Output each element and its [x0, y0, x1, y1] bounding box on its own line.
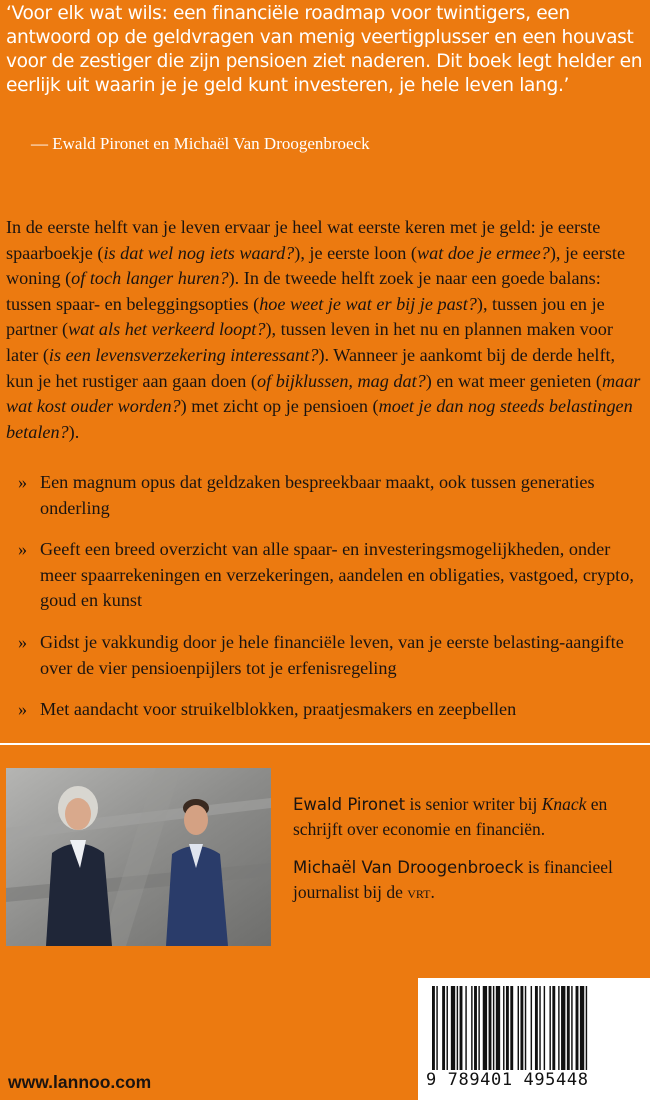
barcode-bar: [558, 986, 559, 1070]
barcode-bar: [471, 986, 472, 1070]
list-item: [0, 697, 650, 723]
list-item-text: Met aandacht voor struikelblokken, praatjesmakers en zeepbellen: [40, 699, 517, 720]
list-item: [0, 630, 650, 681]
author-name: Michaël Van Droogenbroeck: [293, 858, 524, 877]
barcode-bar: [520, 986, 523, 1070]
barcode-bar: [503, 986, 504, 1070]
publisher-website: www.lannoo.com: [8, 1072, 152, 1092]
barcode-bar: [493, 986, 494, 1070]
barcode-bar: [432, 986, 435, 1070]
barcode-bar: [510, 986, 513, 1070]
barcode-bar: [561, 986, 565, 1070]
pull-quote: ‘Voor elk wat wils: een financiële roadmap voor twintigers, een antwoord op de geldvragen van menig veertigplusser en een houvast voor de zestiger die zijn pensioen ziet naderen. Dit boek legt helder en eerlijk uit waarin je je geld kunt investeren, je hele leven lang.’: [6, 3, 643, 96]
barcode-bar: [525, 986, 526, 1070]
barcode-bar: [465, 986, 466, 1070]
barcode-bar: [518, 986, 519, 1070]
selling-points-list: [0, 470, 650, 739]
barcode-bar: [535, 986, 538, 1070]
bullet-marker: »: [18, 631, 28, 652]
barcode-bar: [451, 986, 455, 1070]
list-item: [0, 537, 650, 614]
isbn-number: 9 789401 495448: [426, 1070, 589, 1090]
barcode-bar: [436, 986, 437, 1070]
bullet-marker: »: [18, 699, 28, 720]
authors-photo: [6, 768, 271, 946]
barcode-bar: [442, 986, 445, 1070]
list-item-text: Gidst je vakkundig door je hele financiële leven, van je eerste belasting-aangifte over de vier pensioenpijlers tot je erfenisregeling: [40, 631, 624, 678]
barcode-bar: [496, 986, 500, 1070]
list-item-text: Geeft een breed overzicht van alle spaar- en investeringsmogelijkheden, onder meer spaarrekeningen en verzekeringen, aandelen en obligaties, vastgoed, crypto, goud en kunst: [40, 539, 634, 611]
barcode-bar: [447, 986, 448, 1070]
author-bio: Ewald Pironet is senior writer bij Knack en schrijft over economie en financiën.: [293, 794, 608, 839]
list-item-text: Een magnum opus dat geldzaken bespreekbaar maakt, ook tussen generaties onderling: [40, 472, 595, 518]
barcode-bar: [567, 986, 570, 1070]
barcode-bar: [576, 986, 579, 1070]
quote-attribution: — Ewald Pironet en Michaël Van Droogenbroeck: [31, 134, 370, 153]
author-name: Ewald Pironet: [293, 795, 406, 814]
author-bio: Michaël Van Droogenbroeck is financieel journalist bij de vrt.: [293, 857, 613, 902]
barcode-bar: [552, 986, 555, 1070]
barcode-bars: [432, 986, 638, 1070]
bullet-marker: »: [18, 472, 28, 492]
barcode-bar: [586, 986, 587, 1070]
barcode-bar: [483, 986, 487, 1070]
section-divider: [0, 743, 650, 745]
author-bios: [293, 792, 643, 918]
bullet-marker: »: [18, 539, 28, 560]
barcode-bar: [571, 986, 572, 1070]
barcode-bar: [457, 986, 458, 1070]
blurb-paragraph: In de eerste helft van je leven ervaar je heel wat eerste keren met je geld: je eerste spaarboekje (is dat wel nog iets waard?), je eerste loon (wat doe je ermee?), je eerste woning (of toch langer huren?). In de tweede helft zoek je naar een goede balans: tussen spaar- en beleggingsopties (hoe weet je wat er bij je past?), tussen jou en je partner (wat als het verkeerd loopt?), tussen leven in het nu en plannen maken voor later (is een levensverzekering interessant?). Wanneer je aankomt bij de derde helft, kun je het rustiger aan gaan doen (of bijklussen, mag dat?) en wat meer genieten (maar wat kost ouder worden?) met zicht op je pensioen (moet je dan nog steeds belastingen betalen?).: [6, 217, 641, 442]
barcode-bar: [506, 986, 509, 1070]
list-item: [0, 470, 650, 521]
isbn-barcode: [418, 978, 650, 1100]
barcode-bar: [580, 986, 584, 1070]
barcode-bar: [539, 986, 540, 1070]
barcode-bar: [489, 986, 492, 1070]
barcode-bar: [460, 986, 463, 1070]
barcode-bar: [549, 986, 550, 1070]
barcode-bar: [478, 986, 479, 1070]
barcode-bar: [544, 986, 545, 1070]
barcode-bar: [531, 986, 532, 1070]
barcode-bar: [474, 986, 477, 1070]
